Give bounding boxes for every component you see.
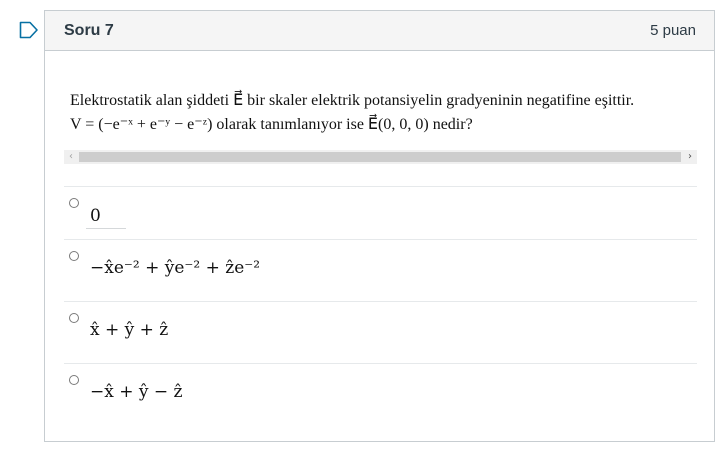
question-text (70, 89, 700, 137)
answer-option[interactable] (64, 186, 697, 239)
answer-option[interactable] (64, 239, 697, 301)
flag-question-icon[interactable] (19, 21, 39, 39)
radio-button[interactable] (69, 313, 79, 323)
question-text-line-2: V = (−e⁻ˣ + e⁻ʸ − e⁻ᶻ) olarak tanımlanıyor ise E⃗(0, 0, 0) nedir? (70, 116, 473, 133)
answer-option[interactable] (64, 363, 697, 425)
scroll-left-icon[interactable]: ‹ (69, 151, 73, 162)
radio-button[interactable] (69, 251, 79, 261)
question-title: Soru 7 (64, 21, 114, 39)
answer-label: −x̂e⁻² + ŷe⁻² + ẑe⁻² (90, 258, 261, 278)
scrollbar-thumb[interactable] (79, 152, 681, 162)
answer-list (64, 186, 697, 425)
question-header (45, 11, 714, 51)
scroll-right-icon[interactable]: › (688, 151, 692, 162)
horizontal-scrollbar[interactable] (64, 150, 697, 164)
answer-option[interactable] (64, 301, 697, 363)
question-text-line-1: Elektrostatik alan şiddeti E⃗ bir skaler elektrik potansiyelin gradyeninin negatifine eşittir. (70, 92, 635, 109)
answer-label: −x̂ + ŷ − ẑ (90, 382, 183, 402)
radio-button[interactable] (69, 375, 79, 385)
question-card (44, 10, 715, 442)
answer-underline (86, 228, 126, 229)
answer-label: 0 (90, 206, 101, 226)
question-points: 5 puan (650, 22, 696, 39)
radio-button[interactable] (69, 198, 79, 208)
answer-label: x̂ + ŷ + ẑ (90, 320, 169, 340)
